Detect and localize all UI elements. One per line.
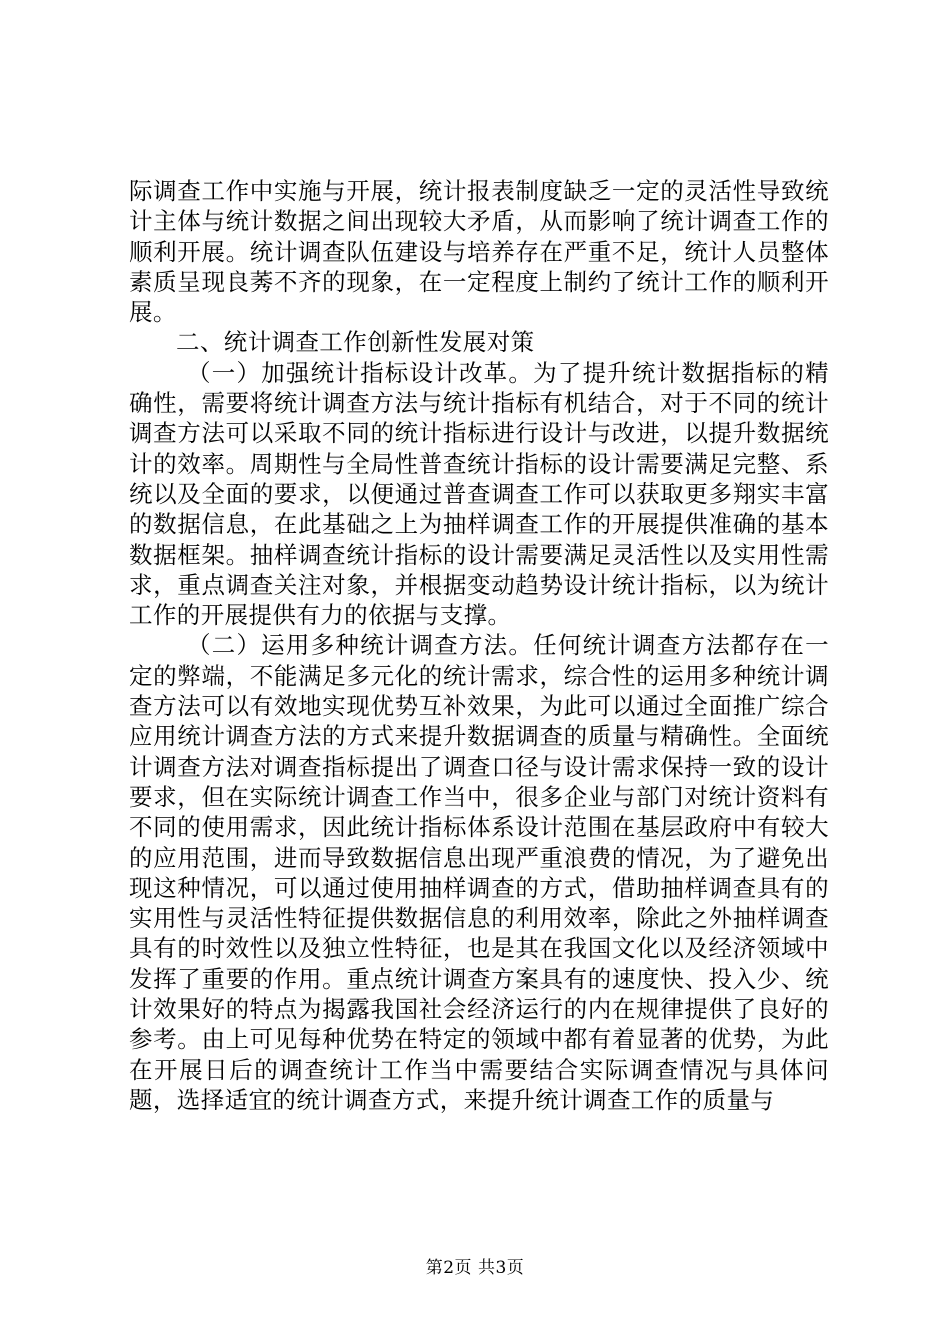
page-number-footer: 第2页 共3页 bbox=[425, 1258, 525, 1278]
paragraph-point-1: （一）加强统计指标设计改革。为了提升统计数据指标的精确性，需要将统计调查方法与统计指标有机结合，对于不同的统计调查方法可以采取不同的统计指标进行设计与改进，以提升数据统计的效率。周期性与全局性普查统计指标的设计需要满足完整、系统以及全面的要求，以便通过普查调查工作可以获取更多翔实丰富的数据信息，在此基础之上为抽样调查工作的开展提供准确的基本数据框架。抽样调查统计指标的设计需要满足灵活性以及实用性需求，重点调查关注对象，并根据变动趋势设计统计指标，以为统计工作的开展提供有力的依据与支撑。 bbox=[129, 358, 829, 630]
section-heading: 二、统计调查工作创新性发展对策 bbox=[176, 328, 535, 357]
paragraph-point-2: （二）运用多种统计调查方法。任何统计调查方法都存在一定的弊端，不能满足多元化的统计需求，综合性的运用多种统计调查方法可以有效地实现优势互补效果，为此可以通过全面推广综合应用统计调查方法的方式来提升数据调查的质量与精确性。全面统计调查方法对调查指标提出了调查口径与设计需求保持一致的设计要求，但在实际统计调查工作当中，很多企业与部门对统计资料有不同的使用需求，因此统计指标体系设计范围在基层政府中有较大的应用范围，进而导致数据信息出现严重浪费的情况，为了避免出现这种情况，可以通过使用抽样调查的方式，借助抽样调查具有的实用性与灵活性特征提供数据信息的利用效率，除此之外抽样调查具有的时效性以及独立性特征，也是其在我国文化以及经济领域中发挥了重要的作用。重点统计调查方案具有的速度快、投入少、统计效果好的特点为揭露我国社会经济运行的内在规律提供了良好的参考。由上可见每种优势在特定的领域中都有着显著的优势，为此在开展日后的调查统计工作当中需要结合实际调查情况与具体问题，选择适宜的统计调查方式，来提升统计调查工作的质量与 bbox=[129, 631, 829, 1114]
paragraph-continuation: 际调查工作中实施与开展，统计报表制度缺乏一定的灵活性导致统计主体与统计数据之间出现较大矛盾，从而影响了统计调查工作的顺利开展。统计调查队伍建设与培养存在严重不足，统计人员整体素质呈现良莠不齐的现象，在一定程度上制约了统计工作的顺利开展。 bbox=[129, 177, 829, 327]
document-body bbox=[129, 176, 829, 1115]
